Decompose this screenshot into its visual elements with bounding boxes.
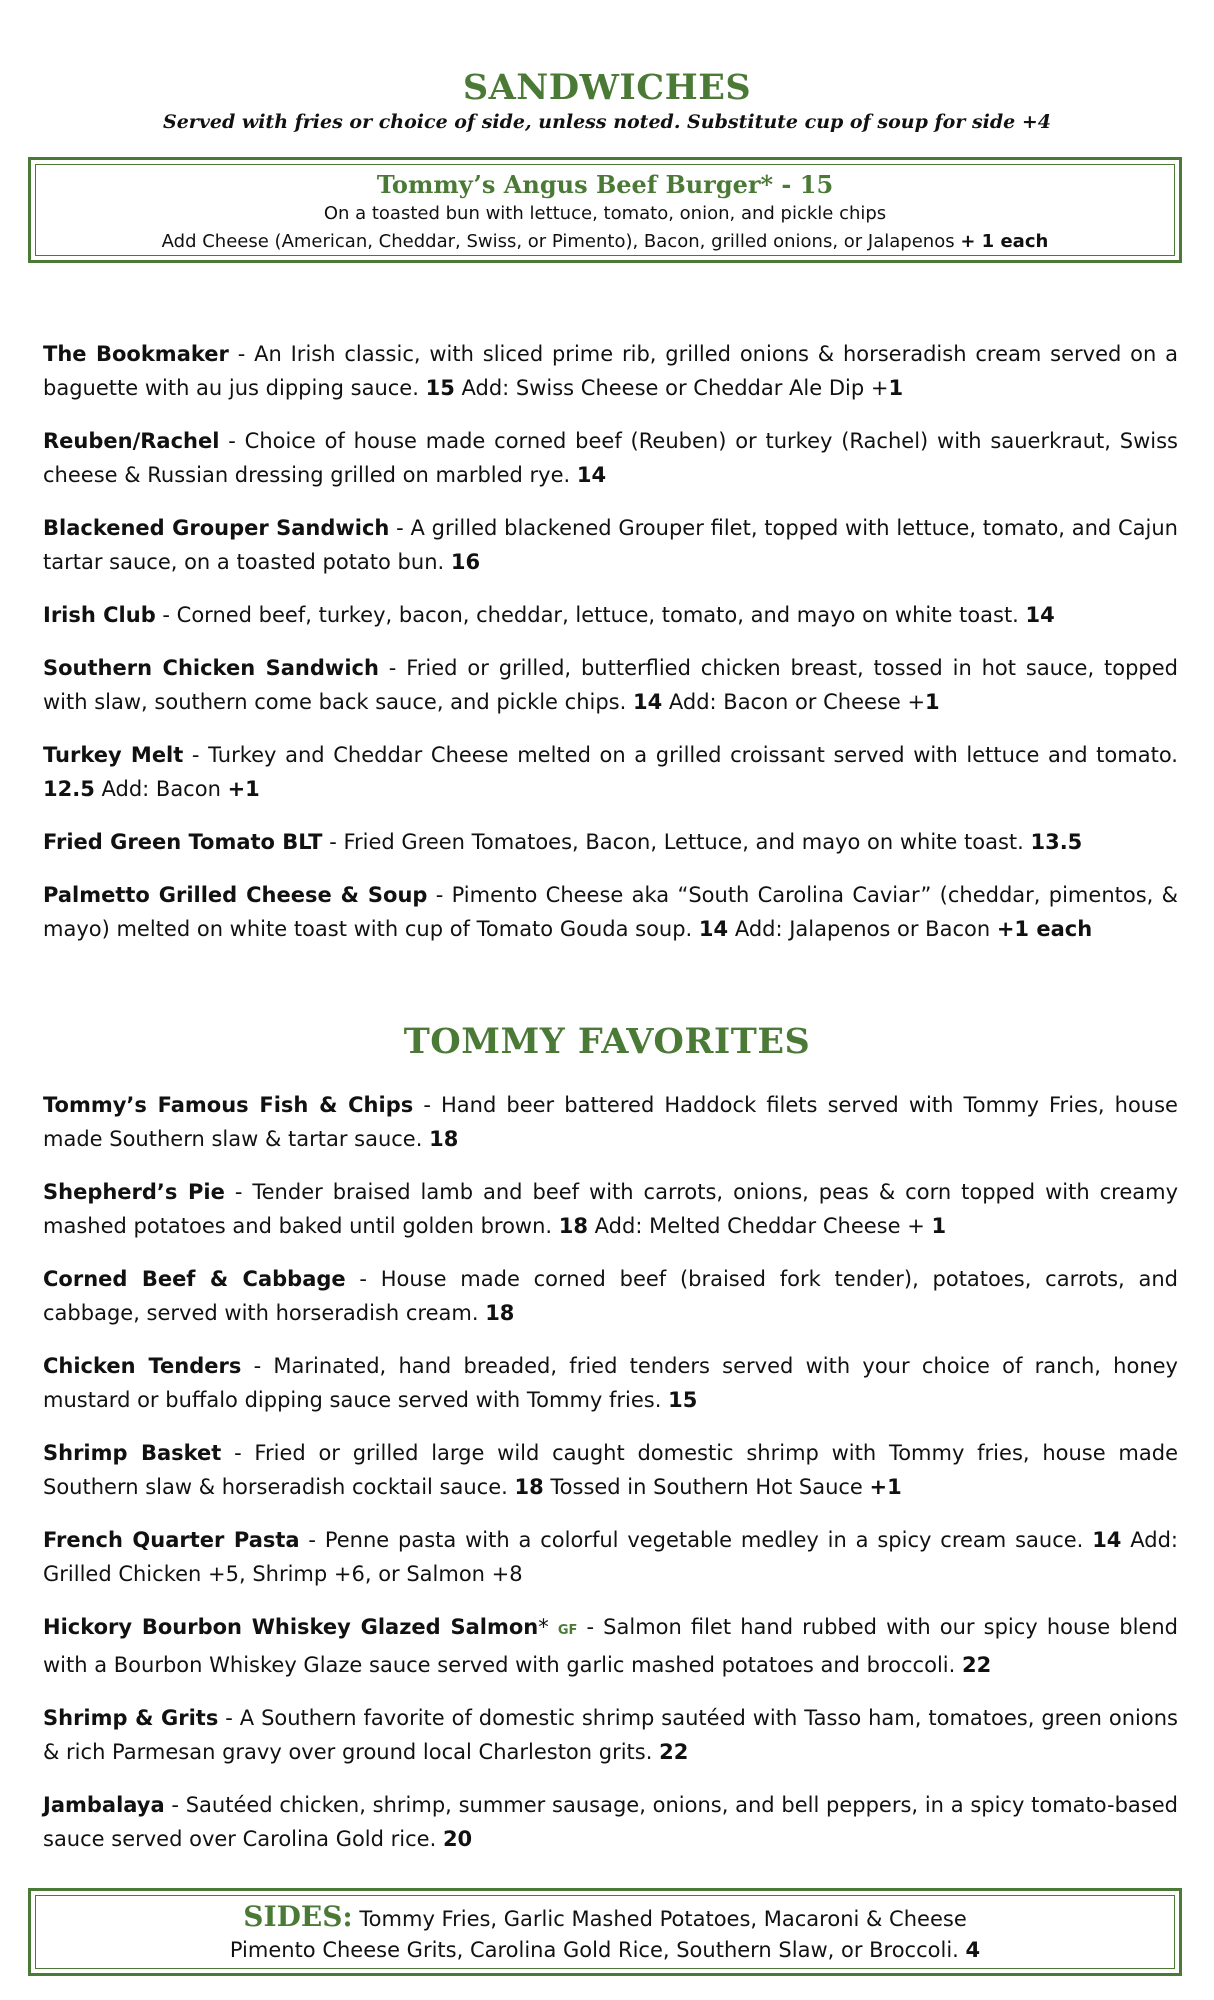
item-name: Jambalaya <box>43 1793 165 1817</box>
item-description: - Pimento Cheese aka “South Carolina Caviar” (cheddar, pimentos, & mayo) melted on white toast with cup of Tomato Gouda soup. <box>43 883 1178 941</box>
menu-item <box>43 651 1178 719</box>
burger-description: On a toasted bun with lettuce, tomato, onion, and pickle chips <box>323 203 887 224</box>
item-description: - A Southern favorite of domestic shrimp sautéed with Tasso ham, tomatoes, green onions & rich Parmesan gravy over ground local Charleston grits. <box>43 1706 1178 1764</box>
item-description: - Salmon filet hand rubbed with our spicy house blend with a Bourbon Whiskey Glaze sauce served with garlic mashed potatoes and broccoli. <box>43 1615 1178 1677</box>
burger-addons-text: Add Cheese (American, Cheddar, Swiss, or Pimento), Bacon, grilled onions, or Jalapenos <box>161 231 961 252</box>
item-addon: Add: Swiss Cheese or Cheddar Ale Dip + <box>454 376 889 400</box>
menu-item <box>43 598 1178 632</box>
item-description: - Turkey and Cheddar Cheese melted on a grilled croissant served with lettuce and tomato. <box>183 743 1178 767</box>
burger-title: Tommy’s Angus Beef Burger* - 15 <box>376 170 834 199</box>
item-description: - Penne pasta with a colorful vegetable medley in a spicy cream sauce. <box>299 1528 1093 1552</box>
burger-addons-price: + 1 each <box>960 231 1049 252</box>
item-description: - A grilled blackened Grouper filet, topped with lettuce, tomato, and Cajun tartar sauce, on a toasted potato bun. <box>43 516 1178 574</box>
item-price: 18 <box>485 1301 515 1325</box>
item-addon-price: 1 <box>888 376 904 400</box>
item-star: * <box>538 1615 549 1639</box>
sandwiches-title: SANDWICHES <box>462 67 752 108</box>
item-name: French Quarter Pasta <box>43 1528 300 1552</box>
item-price: 20 <box>442 1827 473 1851</box>
item-name: Reuben/Rachel <box>43 429 220 453</box>
item-description: - Choice of house made corned beef (Reuben) or turkey (Rachel) with sauerkraut, Swiss cheese & Russian dressing grilled on marbled rye. <box>43 429 1178 487</box>
item-price: 15 <box>425 376 455 400</box>
burger-box <box>28 157 1182 263</box>
item-addon: Add: Bacon <box>94 777 228 801</box>
item-name: Shepherd’s Pie <box>43 1180 225 1204</box>
item-description: - Fried Green Tomatoes, Bacon, Lettuce, and mayo on white toast. <box>322 830 1031 854</box>
item-addon-price: +1 <box>227 777 260 801</box>
menu-item <box>43 1262 1178 1330</box>
item-description: - House made corned beef (braised fork tender), potatoes, carrots, and cabbage, served with horseradish cream. <box>43 1267 1178 1325</box>
menu-item <box>43 738 1178 806</box>
sandwich-list <box>43 337 1178 965</box>
item-gf-badge: GF <box>557 1623 578 1638</box>
menu-item <box>43 1088 1178 1156</box>
item-description: - Sautéed chicken, shrimp, summer sausage, onions, and bell peppers, in a spicy tomato-based sauce served over Carolina Gold rice. <box>43 1793 1178 1851</box>
item-addon-price: 1 <box>925 690 940 714</box>
item-addon-price: +1 <box>869 1475 902 1499</box>
sides-box <box>28 1888 1182 1976</box>
item-description: - Marinated, hand breaded, fried tenders served with your choice of ranch, honey mustard or buffalo dipping sauce served with Tommy fries. <box>43 1354 1178 1412</box>
item-price: 14 <box>698 917 729 941</box>
item-description: - Tender braised lamb and beef with carrots, onions, peas & corn topped with creamy mashed potatoes and baked until golden brown. <box>43 1180 1178 1238</box>
menu-item <box>43 1175 1178 1243</box>
sides-line-2 <box>31 1938 1179 1962</box>
item-name: Southern Chicken Sandwich <box>43 656 379 680</box>
sides-price: 4 <box>965 1938 981 1962</box>
item-addon: Add: Bacon or Cheese + <box>662 690 926 714</box>
item-description: - Corned beef, turkey, bacon, cheddar, lettuce, tomato, and mayo on white toast. <box>155 603 1026 627</box>
item-name: Tommy’s Famous Fish & Chips <box>43 1093 414 1117</box>
item-name: Corned Beef & Cabbage <box>43 1267 346 1291</box>
menu-item <box>43 825 1178 859</box>
item-price: 22 <box>961 1653 992 1677</box>
item-description: - Hand beer battered Haddock filets served with Tommy Fries, house made Southern slaw & tartar sauce. <box>43 1093 1178 1151</box>
item-price: 18 <box>558 1214 588 1238</box>
item-name: Turkey Melt <box>43 743 184 767</box>
item-name: Hickory Bourbon Whiskey Glazed Salmon <box>43 1615 539 1639</box>
item-price: 14 <box>632 690 663 714</box>
sides-label: SIDES: <box>243 1900 353 1933</box>
menu-item <box>43 424 1178 492</box>
sandwiches-subtitle: Served with fries or choice of side, unless noted. Substitute cup of soup for side +4 <box>163 111 1051 133</box>
item-price: 18 <box>429 1127 459 1151</box>
item-description: - Fried or grilled, butterflied chicken breast, tossed in hot sauce, topped with slaw, southern come back sauce, and pickle chips. <box>43 656 1178 714</box>
burger-addons <box>31 231 1179 252</box>
menu-item <box>43 878 1178 946</box>
item-price: 18 <box>514 1475 544 1499</box>
item-description: - An Irish classic, with sliced prime rib, grilled onions & horseradish cream served on a baguette with au jus dipping sauce. <box>43 342 1178 400</box>
menu-item <box>43 1788 1178 1856</box>
item-price: 14 <box>576 463 607 487</box>
item-price: 13.5 <box>1030 830 1083 854</box>
item-addon: Tossed in Southern Hot Sauce <box>543 1475 870 1499</box>
sides-list-2: Pimento Cheese Grits, Carolina Gold Rice, Southern Slaw, or Broccoli. <box>229 1938 966 1962</box>
favorites-title: TOMMY FAVORITES <box>403 1021 811 1062</box>
menu-item <box>43 1523 1178 1591</box>
favorites-list <box>43 1088 1178 1875</box>
item-price: 16 <box>450 550 481 574</box>
item-addon: Add: Grilled Chicken +5, Shrimp +6, or Salmon +8 <box>43 1528 1178 1586</box>
item-name: Fried Green Tomato BLT <box>43 830 323 854</box>
menu-item <box>43 1610 1178 1682</box>
item-name: Shrimp & Grits <box>43 1706 219 1730</box>
menu-item <box>43 1436 1178 1504</box>
item-price: 14 <box>1092 1528 1122 1552</box>
item-name: Blackened Grouper Sandwich <box>43 516 390 540</box>
menu-item <box>43 1701 1178 1769</box>
item-name: Chicken Tenders <box>43 1354 242 1378</box>
sides-list-1: Tommy Fries, Garlic Mashed Potatoes, Macaroni & Cheese <box>352 1907 967 1931</box>
menu-item <box>43 1349 1178 1417</box>
menu-item <box>43 511 1178 579</box>
item-name: Irish Club <box>43 603 156 627</box>
item-description: - Fried or grilled large wild caught domestic shrimp with Tommy fries, house made Southern slaw & horseradish cocktail sauce. <box>43 1441 1178 1499</box>
item-addon: Add: Jalapenos or Bacon <box>728 917 997 941</box>
item-name: The Bookmaker <box>43 342 229 366</box>
item-addon-price: 1 <box>931 1214 947 1238</box>
item-name: Shrimp Basket <box>43 1441 222 1465</box>
menu-item <box>43 337 1178 405</box>
item-price: 15 <box>668 1388 698 1412</box>
item-addon-price: +1 each <box>996 917 1093 941</box>
item-name: Palmetto Grilled Cheese & Soup <box>43 883 428 907</box>
item-price: 12.5 <box>43 777 95 801</box>
item-price: 22 <box>659 1740 689 1764</box>
sides-line-1 <box>31 1900 1179 1933</box>
item-price: 14 <box>1025 603 1055 627</box>
item-addon: Add: Melted Cheddar Cheese + <box>588 1214 932 1238</box>
